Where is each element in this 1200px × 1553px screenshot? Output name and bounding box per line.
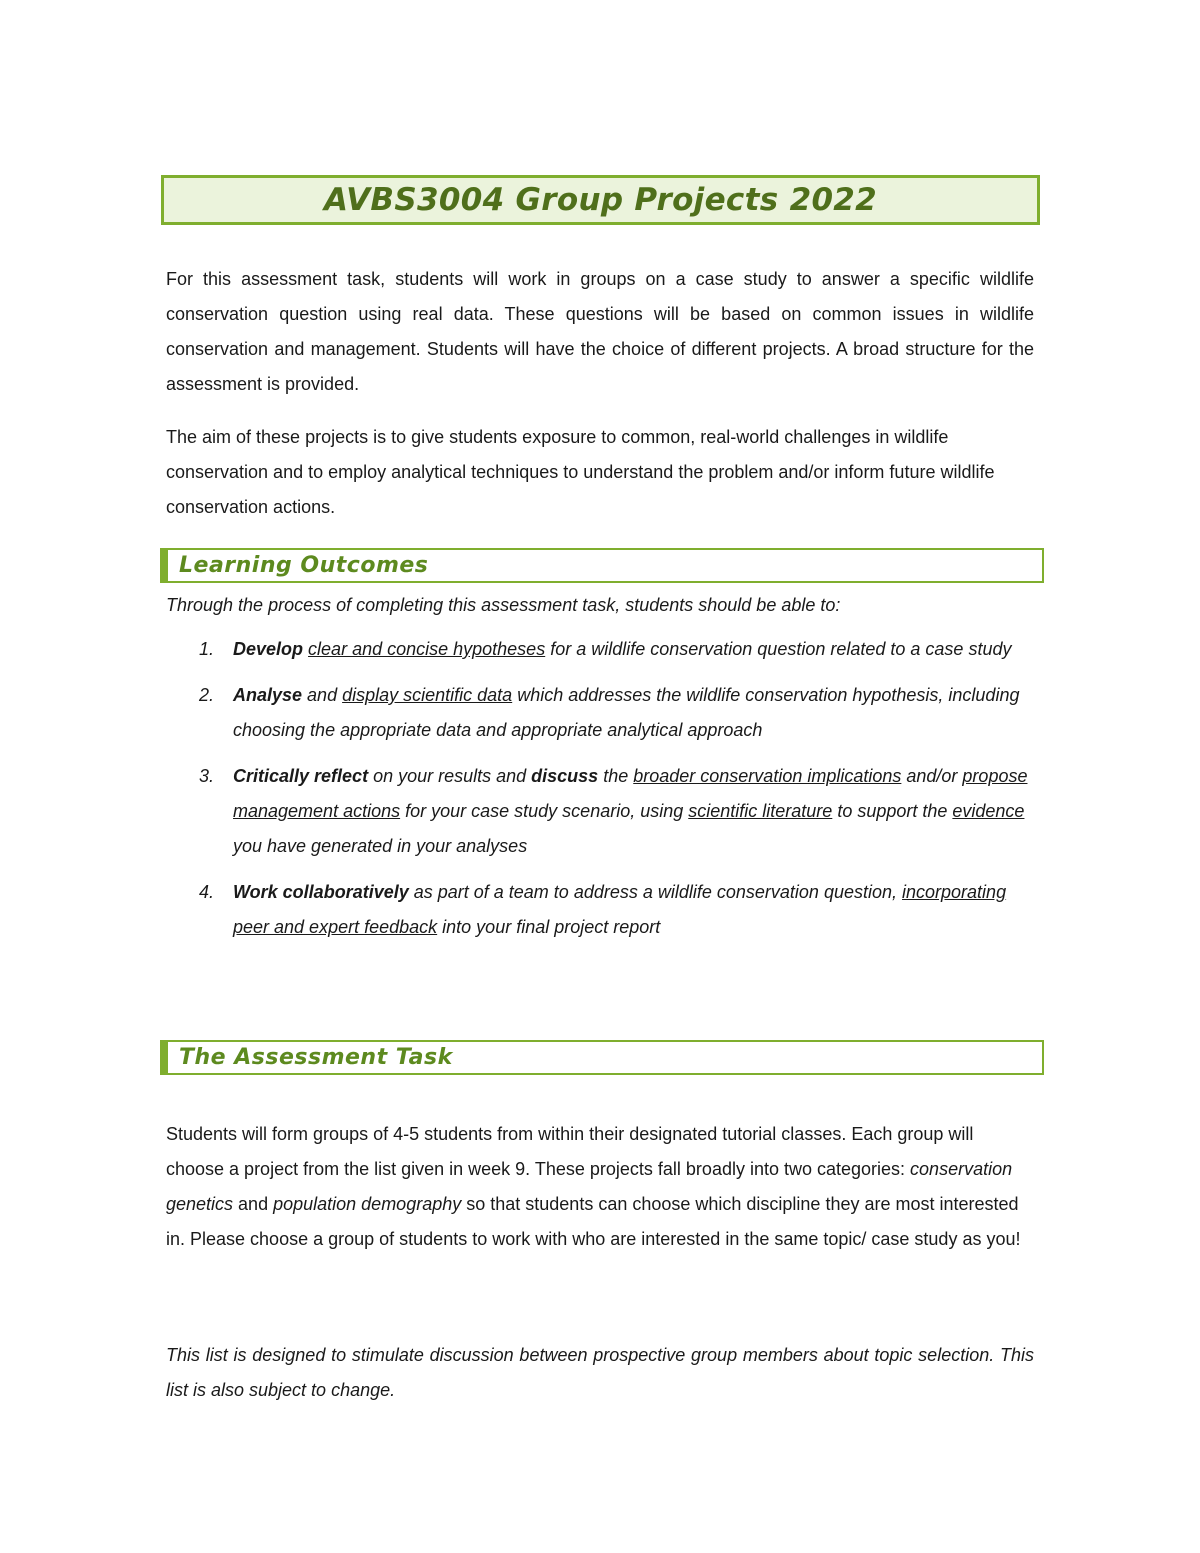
outcome-text: on your results and — [368, 766, 532, 786]
outcome-text: and/or — [901, 766, 963, 786]
assessment-task-heading: The Assessment Task — [179, 1045, 453, 1070]
outcome-text: into your final project report — [437, 917, 661, 937]
outcome-verb: discuss — [531, 766, 599, 786]
list-item — [166, 632, 1034, 667]
title-banner — [161, 175, 1040, 225]
outcome-verb: Work collaboratively — [233, 882, 409, 902]
assessment-task-paragraph — [166, 1117, 1034, 1257]
task-text: Students will form groups of 4-5 students from within their designated tutorial classes. Each group will choose a project from the list given in week 9. These projects fall broadly into two categories: — [166, 1124, 974, 1179]
list-item-number: 2. — [199, 685, 215, 705]
document-title: AVBS3004 Group Projects 2022 — [323, 182, 878, 218]
assessment-task-heading-box — [160, 1040, 1044, 1075]
list-item-number: 4. — [199, 882, 215, 902]
outcome-text: you have generated in your analyses — [233, 836, 528, 856]
outcome-text: for a wildlife conservation question related to a case study — [545, 639, 1012, 659]
outcome-text: as part of a team to address a wildlife conservation question, — [408, 882, 903, 902]
list-item — [166, 678, 1034, 748]
list-item-number: 3. — [199, 766, 215, 786]
category-demography: population demography — [273, 1194, 462, 1214]
outcome-verb: Analyse — [233, 685, 303, 705]
outcome-text: the — [598, 766, 634, 786]
learning-outcomes-list — [166, 632, 1034, 956]
outcome-key-phrase: broader conservation implications — [633, 766, 902, 786]
list-item — [166, 875, 1034, 945]
intro-paragraph-2: The aim of these projects is to give students exposure to common, real-world challenges in wildlife conservation and to employ analytical techniques to understand the problem and/or inform future wildlife conservation actions. — [166, 427, 995, 517]
outcome-key-phrase: incorporating peer and expert feedback — [233, 882, 1007, 937]
list-item-number: 1. — [199, 639, 215, 659]
intro-paragraph-1: For this assessment task, students will work in groups on a case study to answer a specific wildlife conservation question using real data. These questions will be based on common issues in wildlife conservation and management. Students will have the choice of different projects. A broad structure for the assessment is provided. — [166, 269, 1034, 394]
learning-outcomes-lead: Through the process of completing this assessment task, students should be able to: — [166, 595, 841, 615]
outcome-verb: Develop — [233, 639, 304, 659]
outcome-text: for your case study scenario, using — [400, 801, 689, 821]
outcome-text: and — [302, 685, 343, 705]
list-item — [166, 759, 1034, 864]
learning-outcomes-heading: Learning Outcomes — [179, 553, 429, 578]
outcome-key-phrase: scientific literature — [688, 801, 833, 821]
outcome-text: to support the — [832, 801, 953, 821]
learning-outcomes-heading-box — [160, 548, 1044, 583]
task-text: and — [233, 1194, 274, 1214]
outcome-key-phrase: display scientific data — [342, 685, 513, 705]
list-note: This list is designed to stimulate discussion between prospective group members about topic selection. This list is also subject to change. — [166, 1345, 1034, 1400]
outcome-key-phrase: evidence — [952, 801, 1025, 821]
outcome-key-phrase: propose management actions — [233, 766, 1028, 821]
category-genetics: conservation genetics — [166, 1159, 1013, 1214]
task-text: so that students can choose which discipline they are most interested in. Please choose a group of students to work with who are interested in the same topic/ case study as you! — [166, 1194, 1021, 1249]
outcome-key-phrase: clear and concise hypotheses — [308, 639, 546, 659]
outcome-text: which addresses the wildlife conservation hypothesis, including choosing the appropriate data and appropriate analytical approach — [233, 685, 1020, 740]
outcome-verb: Critically reflect — [233, 766, 369, 786]
